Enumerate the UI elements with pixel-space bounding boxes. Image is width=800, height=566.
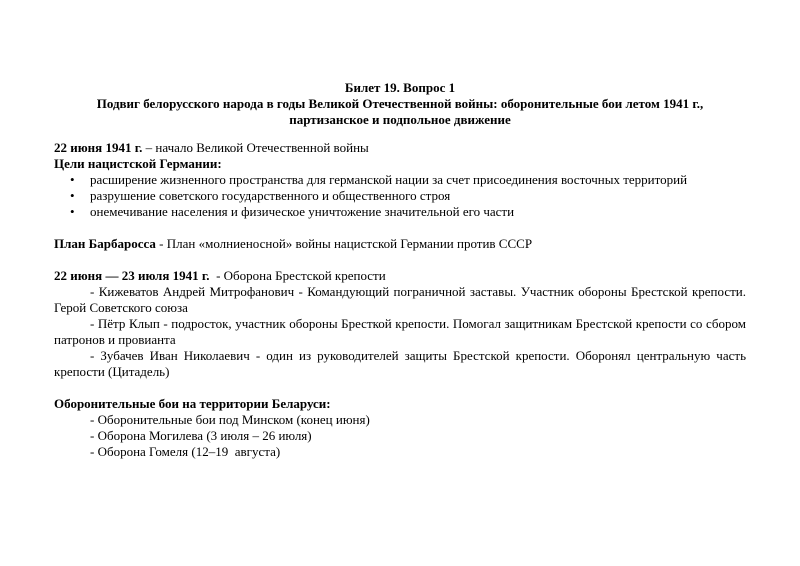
war-start-text: – начало Великой Отечественной войны xyxy=(142,140,369,155)
bullet-icon: • xyxy=(70,188,75,203)
person-paragraph: - Зубачев Иван Николаевич - один из руководителей защиты Брестской крепости. Оборонял центральную часть крепости (Цитадель) xyxy=(54,348,746,379)
spacer xyxy=(54,220,746,236)
barbarossa-term: План Барбаросса xyxy=(54,236,156,251)
defense-item: - Оборонительные бои под Минском (конец июня) xyxy=(90,412,370,427)
war-start-date: 22 июня 1941 г. xyxy=(54,140,143,155)
goals-list xyxy=(54,172,746,220)
topic-title-line-1: Подвиг белорусского народа в годы Великой Отечественной войны: оборонительные бои летом 1941 г., xyxy=(96,96,704,111)
brest-text: - Оборона Брестской крепости xyxy=(209,268,386,283)
bullet-icon: • xyxy=(70,172,75,187)
goal-item xyxy=(54,204,746,220)
goals-heading: Цели нацистской Германии: xyxy=(54,156,222,171)
topic-title-line-2: партизанское и подпольное движение xyxy=(289,112,511,127)
person-paragraph: - Пётр Клып - подросток, участник обороны Бресткой крепости. Помогал защитникам Брестской крепости со сбором патронов и провианта xyxy=(54,316,746,347)
war-start-line xyxy=(54,140,746,156)
goal-text: расширение жизненного пространства для германской нации за счет присоединения восточных территорий xyxy=(90,172,688,187)
title-block xyxy=(54,80,746,128)
barbarossa-line xyxy=(54,236,746,252)
defense-item: - Оборона Гомеля (12–19 августа) xyxy=(90,444,281,459)
brest-line xyxy=(54,268,746,284)
brest-dates: 22 июня — 23 июля 1941 г. xyxy=(54,268,210,283)
goal-item xyxy=(54,188,746,204)
defense-item: - Оборона Могилева (3 июля – 26 июля) xyxy=(90,428,312,443)
spacer xyxy=(54,252,746,268)
ticket-number: Билет 19. Вопрос 1 xyxy=(344,80,456,95)
barbarossa-text: - План «молниеносной» войны нацистской Германии против СССР xyxy=(155,236,533,251)
spacer xyxy=(54,380,746,396)
goal-text: онемечивание населения и физическое уничтожение значительной его части xyxy=(90,204,515,219)
defense-heading: Оборонительные бои на территории Беларуси: xyxy=(54,396,331,411)
goal-text: разрушение советского государственного и общественного строя xyxy=(90,188,451,203)
document-body xyxy=(54,140,746,460)
goal-item xyxy=(54,172,746,188)
person-paragraph: - Кижеватов Андрей Митрофанович - Командующий пограничной заставы. Участник обороны Брестской крепости. Герой Советского союза xyxy=(54,284,746,315)
bullet-icon: • xyxy=(70,204,75,219)
